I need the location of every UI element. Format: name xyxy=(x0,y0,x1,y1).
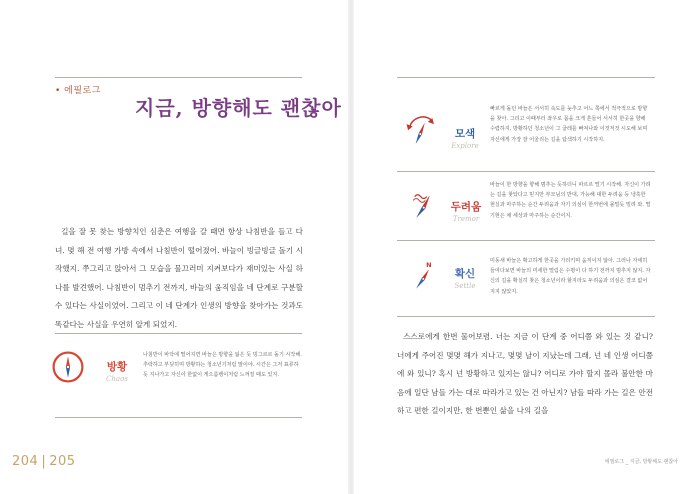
term-settle xyxy=(446,266,484,290)
bottom-rule-left xyxy=(55,417,302,418)
term-tremor xyxy=(444,199,488,223)
top-rule-left xyxy=(55,77,302,78)
compass-chaos-icon xyxy=(50,349,86,385)
term-explore-ko: 모색 xyxy=(454,128,476,140)
term-settle-ko: 확신 xyxy=(454,268,476,280)
running-head: 에필로그 _ 지금, 방황해도 괜찮아 xyxy=(604,459,678,465)
right-body-text xyxy=(397,328,653,421)
term-explore xyxy=(446,126,484,150)
page-numbers xyxy=(12,454,76,469)
right-body-paragraph: 스스로에게 한번 물어보렴. 너는 지금 이 단계 중 어디쯤 와 있는 것 같니? 너에게 주어진 몇몇 해가 지나고, 몇몇 날이 지났는데 그래, 넌 네 인생 어디쯤에 와 있니? 혹시 넌 방황하고 있지는 않니? 어디로 가야 할지 몰라 불안한 마음에 일단 남들 가는 대로 따라가고 있는 건 아닌지? 남들 따라 가는 길은 안전하고 편한 길이지만, 한 번뿐인 삶을 나의 길을 xyxy=(397,332,653,416)
svg-text:N: N xyxy=(426,261,432,270)
compass-tremor-icon xyxy=(404,186,442,224)
section-label: • 에필로그 xyxy=(55,86,101,96)
divider-1-right xyxy=(397,171,655,172)
folio-separator: | xyxy=(41,454,47,469)
term-tremor-ko: 두려움 xyxy=(450,201,482,213)
divider-2-right xyxy=(397,240,655,241)
term-explore-en: Explore xyxy=(451,142,479,150)
term-tremor-en: Tremor xyxy=(452,215,480,223)
mid-rule-left xyxy=(55,333,302,334)
page-number-left: 204 xyxy=(12,454,39,469)
explore-description: 빠르게 돌던 바늘은 서서히 속도를 늦추고 어느 쪽에서 적극적으로 방향을 찾아. 그리고 이때부터 좌우로 몸을 크게 흔들어 서서히 한곳을 향해 수렴하지. 방황하던 청소년이 그 굴레를 빠져나와 이것저것 시도해 보며 자신에게 가장 잘 어울리는 길을 탐색하기 시작하지. xyxy=(490,106,648,143)
tremor-description: 바늘이 한 방향을 향해 멈추는 듯하더니 파르르 떨기 시작해. 자신이 가려는 길을 찾았다고 믿지만 부모님의 반대, 가능해 대한 두려움 등 냉혹한 현실과 마주하는 순간 두려움과 자기 의심이 한꺼번에 몰밀듯 밀려 와. 떨기현은 채 세상과 마주하는 순간이지. xyxy=(490,182,651,219)
divider-3-right xyxy=(397,316,655,317)
settle-description: 미동새 바늘은 확고하게 한곳을 가리키며 움직이지 않아. 그러나 자세히 들여다보면 바늘의 미세한 떨림은 수평이 다 하기 전까지 멈추지 않지. 자신의 길을 확실히 찾은 청소년이라 할지라도 두려움과 의심은 결코 없어지지 않았지. xyxy=(490,258,651,295)
term-chaos xyxy=(98,359,136,383)
term-chaos-en: Chaos xyxy=(106,375,128,383)
top-rule-right xyxy=(397,77,655,78)
left-body-paragraph: 길을 잘 못 찾는 방향치인 심춘은 여행을 갈 때면 항상 나침반을 들고 다녀. 몇 해 전 여행 가방 속에서 나침반이 떨어졌어. 바늘이 빙글빙글 돌기 시작했지. 쭈그리고 앉아서 그 모습을 물끄러미 지켜보다가 재미있는 사실 하나를 발견했어. 나침반이 멈추기 전까지, 바늘의 움직임을 네 단계로 구분할 수 있다는 사실이었어. 그리고 이 네 단계가 인생의 방향을 찾아가는 것과도 똑같다는 사실을 우연히 알게 되었지. xyxy=(55,227,303,329)
page-title: 지금, 방향해도 괜찮아 xyxy=(135,96,342,120)
chaos-description: 나침반이 바닥에 떨어지면 바늘은 방향을 잃은 듯 빙그르르 돌기 시작해. 추락하고 부딪히며 방황하는 청소년기처럼 말이야. 시간은 그저 표류하듯 지나가고 자신이 한없이 게으름뱅이처럼 느껴질 때도 있지. xyxy=(143,352,302,379)
left-body-text xyxy=(55,223,303,335)
compass-explore-icon xyxy=(402,112,440,150)
term-chaos-ko: 방황 xyxy=(106,361,128,373)
book-gutter xyxy=(348,0,354,494)
compass-settle-icon xyxy=(406,257,442,293)
term-settle-en: Settle xyxy=(454,282,476,290)
page-number-right: 205 xyxy=(49,454,76,469)
